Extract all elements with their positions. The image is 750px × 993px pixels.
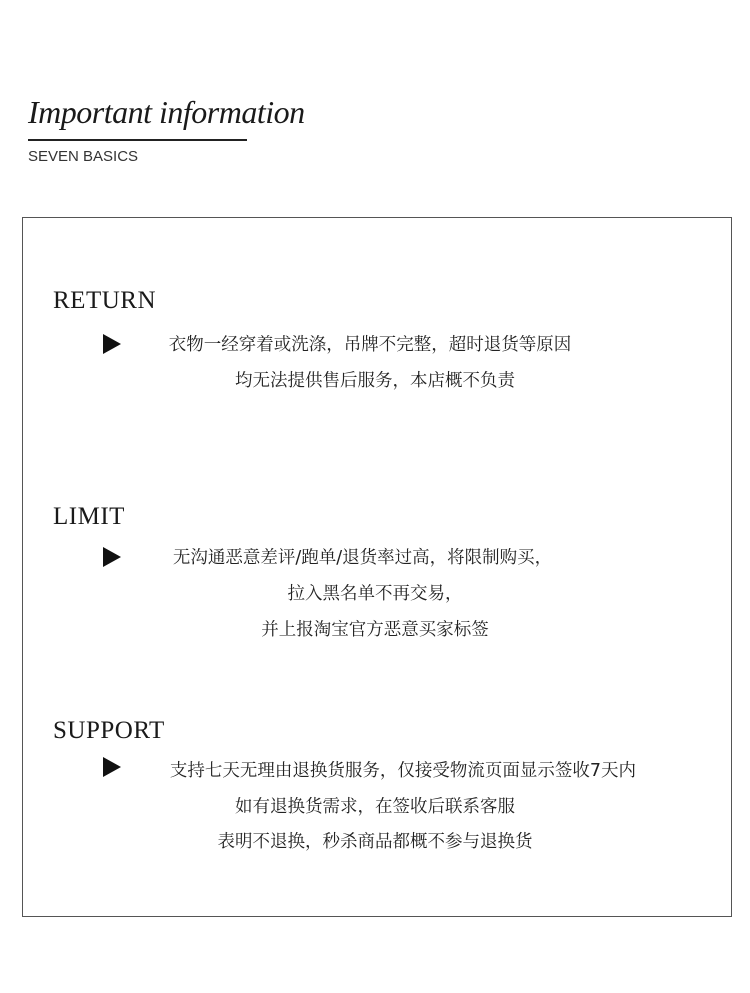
page-title: Important information [28, 94, 305, 130]
section-line: 如有退换货需求，在签收后联系客服 [235, 797, 515, 817]
section-line: 支持七天无理由退换货服务，仅接受物流页面显示签收7天内 [169, 761, 637, 781]
section-line: 均无法提供售后服务，本店概不负责 [235, 371, 515, 391]
title-underline [28, 139, 247, 141]
section-line: 衣物一经穿着或洗涤，吊牌不完整，超时退货等原因 [168, 335, 572, 355]
section-line: 拉入黑名单不再交易， [287, 584, 463, 604]
section-line: 表明不退换，秒杀商品都概不参与退换货 [217, 832, 533, 852]
brand-subtitle: SEVEN BASICS [28, 148, 139, 165]
section-line: 并上报淘宝官方恶意买家标签 [261, 620, 489, 640]
section-heading-return: RETURN [53, 287, 156, 314]
section-heading-support: SUPPORT [53, 717, 165, 744]
section-line: 无沟通恶意差评/跑单/退货率过高，将限制购买， [172, 548, 553, 568]
section-heading-limit: LIMIT [53, 503, 125, 530]
